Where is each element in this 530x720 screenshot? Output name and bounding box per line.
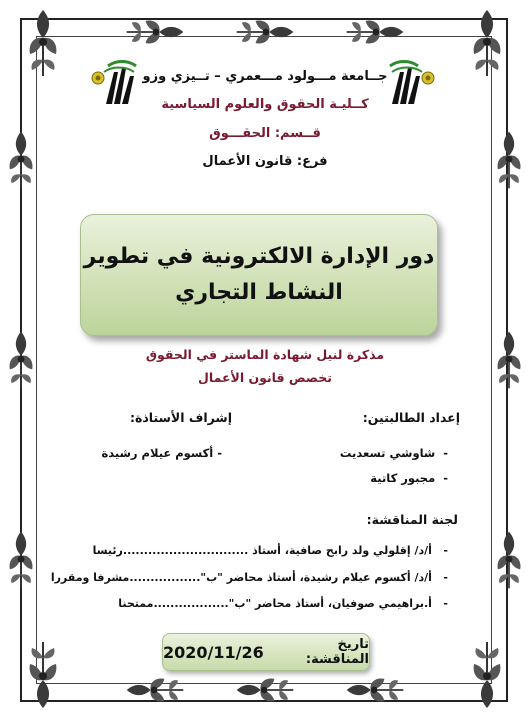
floral-ornament-icon <box>494 130 524 190</box>
student-name: مجبور كاتية <box>370 471 436 485</box>
committee-member-text: أ/د/ أكسوم عيلام رشيدة، أستاذ محاضر "ب".................مشرفا ومقررا <box>50 571 432 584</box>
student-item: - مجبور كاتية <box>370 471 448 485</box>
floral-ornament-icon <box>494 530 524 590</box>
supervision-label: إشراف الأستاذة: <box>130 410 232 425</box>
floral-ornament-icon <box>345 675 405 705</box>
thesis-title-line-1: دور الإدارة الالكترونية في تطوير <box>83 244 435 269</box>
department-name: قــسم: الحقـــوق <box>209 126 321 141</box>
floral-ornament-icon <box>26 8 60 78</box>
floral-ornament-icon <box>235 17 295 47</box>
floral-ornament-icon <box>470 640 504 710</box>
defense-date-label: تاريخ المناقشة: <box>305 637 369 667</box>
floral-ornament-icon <box>125 17 185 47</box>
committee-member: - أ/د/ أكسوم عيلام رشيدة، أستاذ محاضر "ب".................مشرفا ومقررا <box>50 571 448 584</box>
floral-ornament-icon <box>26 640 60 710</box>
student-name: شاوشي تسعديت <box>339 446 436 460</box>
floral-ornament-icon <box>235 675 295 705</box>
floral-ornament-icon <box>345 17 405 47</box>
degree-line: مذكرة لنيل شهادة الماستر في الحقوق <box>145 347 385 362</box>
floral-ornament-icon <box>6 530 36 590</box>
committee-label: لجنة المناقشة: <box>366 512 458 527</box>
thesis-title-line-2: النشاط التجاري <box>175 280 343 305</box>
defense-date-value: 2020/11/26 <box>163 642 264 662</box>
floral-ornament-icon <box>6 330 36 390</box>
thesis-title-box <box>80 214 438 336</box>
floral-ornament-icon <box>494 330 524 390</box>
committee-member-text: أ.براهيمي صوفيان، أستاذ محاضر "ب"..................ممتحنا <box>118 597 432 610</box>
faculty-name: كــليـة الحقوق والعلوم السياسية <box>161 97 369 112</box>
committee-member: - أ/د/ إقلولي ولد رابح صافية، أستاذ ..............................رئيسا <box>92 544 448 557</box>
floral-ornament-icon <box>125 675 185 705</box>
supervisor-name: - أكسوم عيلام رشيدة <box>101 446 222 460</box>
specialty-line: تخصص قانون الأعمال <box>198 370 332 385</box>
prepared-by-label: إعداد الطالبتين: <box>362 410 460 425</box>
floral-ornament-icon <box>6 130 36 190</box>
floral-ornament-icon <box>470 8 504 78</box>
defense-date-box <box>162 633 370 671</box>
committee-member: - أ.براهيمي صوفيان، أستاذ محاضر "ب"..................ممتحنا <box>118 597 448 610</box>
university-name: جــامعة مـــولود مـــعمري – تــيزي وزو <box>142 69 388 84</box>
student-item: - شاوشي تسعديت <box>339 446 448 460</box>
branch-name: فرع: قانون الأعمال <box>202 154 328 169</box>
committee-member-text: أ/د/ إقلولي ولد رابح صافية، أستاذ ..............................رئيسا <box>92 544 432 557</box>
